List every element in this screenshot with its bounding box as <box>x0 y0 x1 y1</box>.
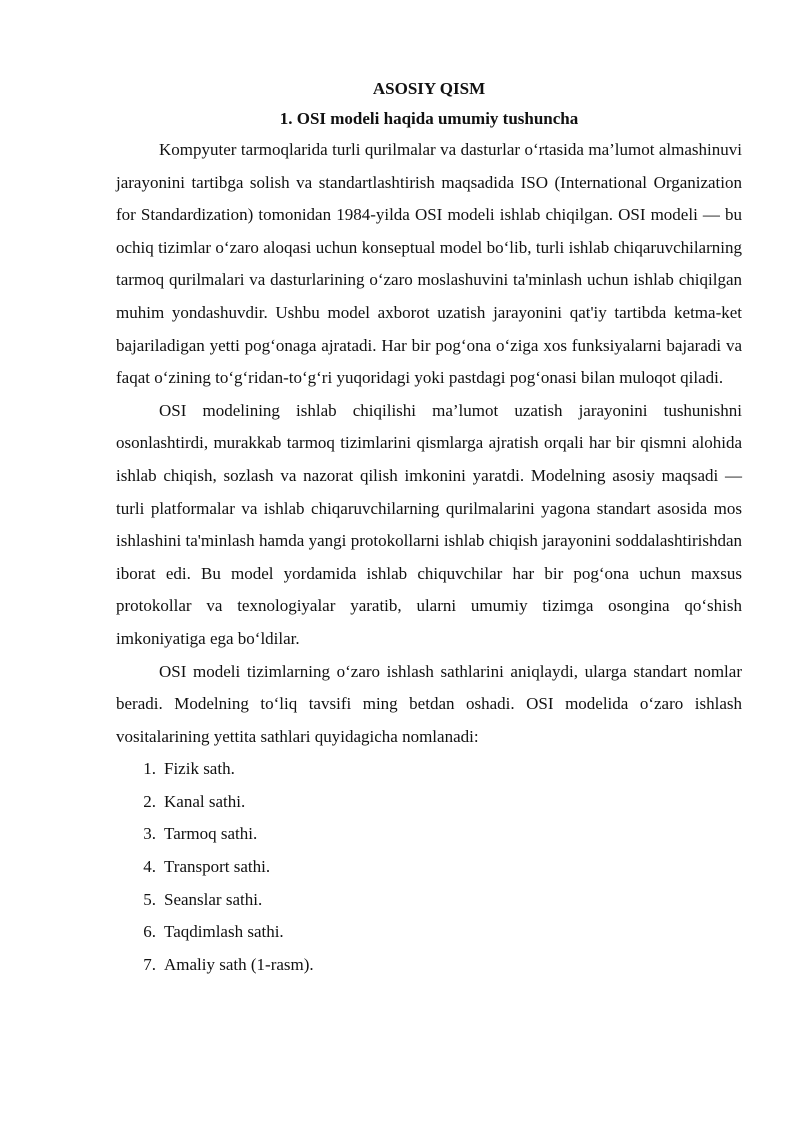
list-item <box>116 818 742 851</box>
document-page <box>116 74 742 981</box>
paragraph-1: Kompyuter tarmoqlarida turli qurilmalar va dasturlar o‘rtasida ma’lumot almashinuvi jarayonini tartibga solish va standartlashtirish maqsadida ISO (International Organization for Standardization) tomonidan 1984-yilda OSI modeli ishlab chiqilgan. OSI modeli — bu ochiq tizimlar o‘zaro aloqasi uchun konseptual model bo‘lib, turli ishlab chiqaruvchilarning tarmoq qurilmalari va dasturlarining o‘zaro moslashuvini ta'minlash uchun ishlab chiqilgan muhim yondashuvdir. Ushbu model axborot uzatish jarayonini qat'iy tartibda ketma-ket bajariladigan yetti pog‘onaga ajratadi. Har bir pog‘ona o‘ziga xos funksiyalarni bajaradi va faqat o‘zining to‘g‘ridan-to‘g‘ri yuqoridagi yoki pastdagi pog‘onasi bilan muloqot qiladi. <box>116 140 742 388</box>
list-item-text: Taqdimlash sathi. <box>164 922 284 942</box>
section-title: ASOSIY QISM <box>372 79 486 98</box>
list-item-number: 3. <box>143 824 156 844</box>
list-item-number: 1. <box>143 759 156 779</box>
list-item-number: 4. <box>143 857 156 877</box>
osi-levels-list <box>116 753 742 981</box>
list-item-text: Tarmoq sathi. <box>164 824 258 844</box>
list-item-number: 5. <box>143 889 156 909</box>
list-item-text: Transport sathi. <box>164 857 271 877</box>
paragraph-3: OSI modeli tizimlarning o‘zaro ishlash sathlarini aniqlaydi, ularga standart nomlar beradi. Modelning to‘liq tavsifi ming betdan oshadi. OSI modelida o‘zaro ishlash vositalarining yettita sathlari quyidagicha nomlanadi: <box>116 661 742 746</box>
list-item-text: Seanslar sathi. <box>164 889 263 909</box>
list-item-text: Amaliy sath (1-rasm). <box>164 954 314 974</box>
list-item <box>116 786 742 819</box>
list-item <box>116 851 742 884</box>
list-item <box>116 916 742 949</box>
list-item-number: 2. <box>143 791 156 811</box>
list-item <box>116 884 742 917</box>
list-item <box>116 753 742 786</box>
list-item-text: Kanal sathi. <box>164 791 246 811</box>
list-item-number: 6. <box>143 922 156 942</box>
list-item-number: 7. <box>143 954 156 974</box>
paragraph-2: OSI modelining ishlab chiqilishi ma’lumot uzatish jarayonini tushunishni osonlashtirdi, murakkab tarmoq tizimlarini qismlarga ajratish orqali har bir qismni alohida ishlab chiqish, sozlash va nazorat qilish imkonini yaratdi. Modelning asosiy maqsadi — turli platformalar va ishlab chiqaruvchilarning qurilmalarini yagona standart asosida mos ishlashini ta'minlash hamda yangi protokollarni ishlab chiqish jarayonini soddalashtirishdan iborat edi. Bu model yordamida ishlab chiquvchilar har bir pog‘ona uchun maxsus protokollar va texnologiyalar yaratib, ularni umumiy tizimga osongina qo‘shish imkoniyatiga ega bo‘ldilar. <box>116 400 742 648</box>
subsection-title: 1. OSI modeli haqida umumiy tushuncha <box>279 109 579 128</box>
list-item <box>116 949 742 982</box>
list-item-text: Fizik sath. <box>164 759 235 779</box>
